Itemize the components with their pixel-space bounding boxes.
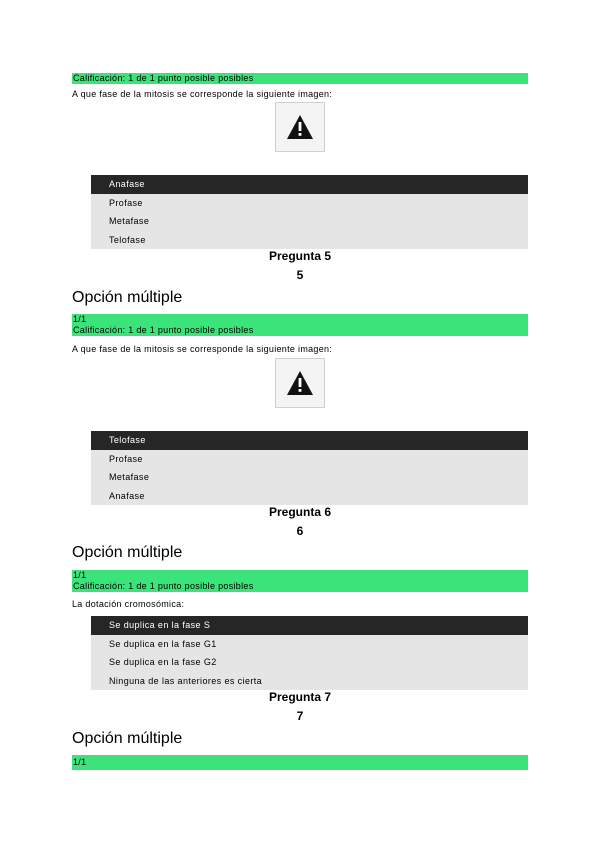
- option[interactable]: Ninguna de las anteriores es cierta: [91, 672, 528, 691]
- grade-bar: [72, 73, 528, 84]
- grade-text: Calificación: 1 de 1 punto posible posibles: [73, 73, 254, 83]
- option[interactable]: Se duplica en la fase G2: [91, 653, 528, 672]
- option[interactable]: Anafase: [91, 487, 528, 506]
- question-type-heading: Opción múltiple: [72, 544, 183, 561]
- question-text: La dotación cromosómica:: [72, 599, 185, 609]
- question-number: 5: [296, 268, 304, 282]
- warning-icon: [286, 114, 314, 140]
- option[interactable]: Telofase: [91, 231, 528, 250]
- option-selected[interactable]: Anafase: [91, 175, 528, 194]
- grade-bar: [72, 314, 528, 336]
- question-text: A que fase de la mitosis se corresponde la siguiente imagen:: [72, 89, 333, 99]
- options-list: [91, 616, 528, 690]
- warning-icon: [286, 370, 314, 396]
- grade-bar: [72, 755, 528, 770]
- score-text: 1/1: [73, 757, 87, 767]
- question-number: 6: [296, 524, 304, 538]
- question-text: A que fase de la mitosis se corresponde la siguiente imagen:: [72, 344, 333, 354]
- question-label: Pregunta 5: [268, 249, 331, 263]
- question-type-heading: Opción múltiple: [72, 730, 183, 747]
- options-list: [91, 431, 528, 505]
- question-label: Pregunta 6: [268, 505, 331, 519]
- question-image: [275, 102, 325, 152]
- option[interactable]: Profase: [91, 450, 528, 469]
- score-text: 1/1: [73, 570, 87, 580]
- grade-bar: [72, 570, 528, 592]
- option[interactable]: Se duplica en la fase G1: [91, 635, 528, 654]
- option[interactable]: Metafase: [91, 212, 528, 231]
- grade-text: Calificación: 1 de 1 punto posible posibles: [73, 325, 254, 335]
- options-list: [91, 175, 528, 249]
- option[interactable]: Profase: [91, 194, 528, 213]
- question-type-heading: Opción múltiple: [72, 289, 183, 306]
- option-selected[interactable]: Se duplica en la fase S: [91, 616, 528, 635]
- option[interactable]: Metafase: [91, 468, 528, 487]
- option-selected[interactable]: Telofase: [91, 431, 528, 450]
- question-number: 7: [296, 709, 304, 723]
- score-text: 1/1: [73, 314, 87, 324]
- question-label: Pregunta 7: [268, 690, 331, 704]
- question-image: [275, 358, 325, 408]
- grade-text: Calificación: 1 de 1 punto posible posibles: [73, 581, 254, 591]
